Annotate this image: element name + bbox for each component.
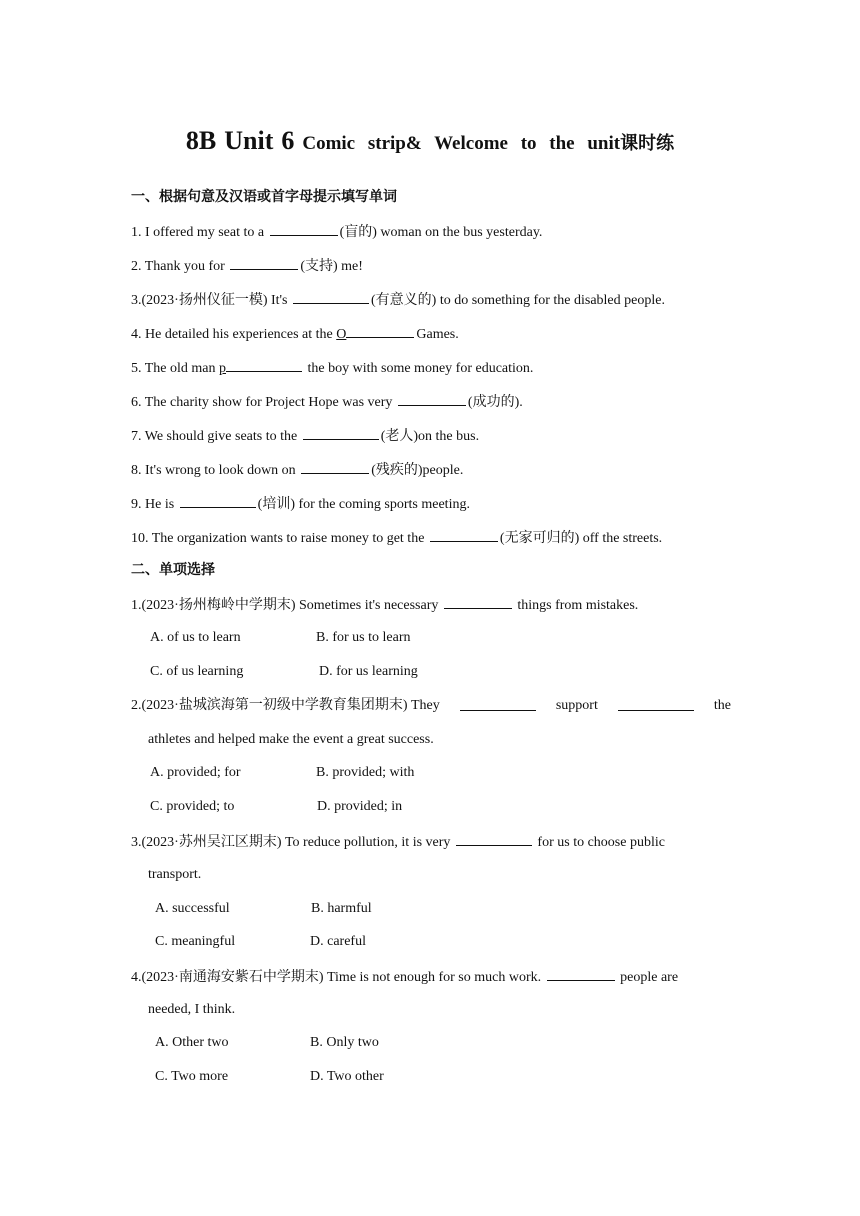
- s1-item-3: [131, 289, 665, 311]
- s1-item-4-pre: 4. He detailed his experiences at the: [131, 327, 337, 342]
- s1-item-5-blank[interactable]: [226, 357, 302, 372]
- s2-q2-blank-2[interactable]: [618, 696, 694, 711]
- s1-item-6-post: (成功的).: [467, 395, 523, 410]
- s2-q4-option-b[interactable]: B. Only two: [310, 1035, 379, 1050]
- s2-q2-part-b: support: [555, 698, 598, 713]
- s1-item-9-pre: 9. He is: [131, 497, 178, 512]
- s2-q4-post: people are: [616, 970, 679, 985]
- s1-item-2-post: (支持) me!: [300, 259, 363, 274]
- s2-q2-stem-line2: athletes and helped make the event a great success.: [148, 732, 434, 747]
- s2-q2-option-a[interactable]: A. provided; for: [150, 765, 241, 780]
- s2-q3-option-a[interactable]: A. successful: [155, 901, 230, 916]
- title-unit-word: Unit: [224, 126, 274, 155]
- s2-q2-stem: [131, 696, 731, 716]
- s1-item-3-blank[interactable]: [293, 289, 369, 304]
- s2-q2-option-c[interactable]: C. provided; to: [150, 799, 235, 814]
- s1-item-4: [131, 323, 459, 345]
- title-suffix: 课时练: [620, 133, 675, 154]
- s1-item-8-post: (残疾的)people.: [371, 463, 464, 478]
- s2-q2-option-d[interactable]: D. provided; in: [317, 799, 403, 814]
- s1-item-6-pre: 6. The charity show for Project Hope was very: [131, 395, 396, 410]
- s1-item-1: [131, 221, 542, 243]
- s2-q2-option-b[interactable]: B. provided; with: [316, 765, 415, 780]
- s1-item-10-blank[interactable]: [430, 527, 498, 542]
- s2-q4-stem-line2: needed, I think.: [148, 1002, 236, 1017]
- s2-q3-option-b[interactable]: B. harmful: [311, 901, 372, 916]
- page-title: [0, 124, 860, 161]
- s1-item-7-pre: 7. We should give seats to the: [131, 429, 301, 444]
- s2-q1-option-d[interactable]: D. for us learning: [319, 664, 418, 679]
- s1-item-6-blank[interactable]: [398, 391, 466, 406]
- s2-q2-part-a: 2.(2023·盐城滨海第一初级中学教育集团期末) They: [131, 698, 440, 713]
- s2-q4-option-c[interactable]: C. Two more: [155, 1069, 229, 1084]
- title-unit-num: 6: [281, 126, 295, 155]
- s2-q3-stem: [131, 831, 665, 853]
- s2-q3-pre: 3.(2023·苏州吴江区期末) To reduce pollution, it is very: [131, 835, 454, 850]
- s2-q4-option-a[interactable]: A. Other two: [155, 1035, 229, 1050]
- s1-item-1-post: (盲的) woman on the bus yesterday.: [339, 225, 543, 240]
- s1-item-10: [131, 527, 662, 549]
- s1-item-2: [131, 255, 363, 277]
- s2-q3-option-c[interactable]: C. meaningful: [155, 934, 236, 949]
- s1-item-9-blank[interactable]: [180, 493, 256, 508]
- s2-q1-post: things from mistakes.: [513, 598, 639, 613]
- s2-q1-stem: [131, 594, 638, 616]
- s1-item-7-blank[interactable]: [303, 425, 379, 440]
- s2-q3-stem-line2: transport.: [148, 867, 202, 882]
- s1-item-4-letter: O: [336, 327, 347, 342]
- s1-item-1-blank[interactable]: [270, 221, 338, 236]
- title-rest: Comic strip& Welcome to the unit: [302, 133, 621, 154]
- s1-item-1-pre: 1. I offered my seat to a: [131, 225, 268, 240]
- s1-item-3-post: (有意义的) to do something for the disabled people.: [371, 293, 665, 308]
- s1-item-4-blank[interactable]: [346, 323, 414, 338]
- s1-item-7-post: (老人)on the bus.: [380, 429, 480, 444]
- s2-q3-blank[interactable]: [456, 831, 532, 846]
- s1-item-2-blank[interactable]: [230, 255, 298, 270]
- s2-q1-option-b[interactable]: B. for us to learn: [316, 630, 411, 645]
- s1-item-10-pre: 10. The organization wants to raise money to get the: [131, 531, 428, 546]
- s1-item-9: [131, 493, 470, 515]
- s2-q2-blank-1[interactable]: [460, 696, 536, 711]
- s1-item-8: [131, 459, 463, 481]
- s2-q2-part-c: the: [713, 698, 731, 713]
- title-grade: 8B: [185, 126, 217, 155]
- s1-item-8-blank[interactable]: [301, 459, 369, 474]
- s1-item-4-post: Games.: [416, 327, 459, 342]
- s1-item-6: [131, 391, 523, 413]
- s2-q4-pre: 4.(2023·南通海安紫石中学期末) Time is not enough for so much work.: [131, 970, 545, 985]
- s2-q4-stem: [131, 966, 678, 988]
- s1-item-5-post: the boy with some money for education.: [304, 361, 534, 376]
- section2-heading: 二、单项选择: [131, 562, 215, 578]
- s1-item-7: [131, 425, 479, 447]
- s1-item-5-pre: 5. The old man: [131, 361, 220, 376]
- s2-q1-blank[interactable]: [444, 594, 512, 609]
- s2-q3-post: for us to choose public: [533, 835, 665, 850]
- s1-item-5-letter: p: [219, 361, 227, 376]
- s1-item-5: [131, 357, 533, 379]
- section1-heading: 一、根据句意及汉语或首字母提示填写单词: [131, 189, 397, 205]
- s2-q4-option-d[interactable]: D. Two other: [310, 1069, 384, 1084]
- s2-q4-blank[interactable]: [547, 966, 615, 981]
- s1-item-2-pre: 2. Thank you for: [131, 259, 229, 274]
- s2-q3-option-d[interactable]: D. careful: [310, 934, 366, 949]
- s1-item-10-post: (无家可归的) off the streets.: [499, 531, 663, 546]
- s1-item-9-post: (培训) for the coming sports meeting.: [257, 497, 470, 512]
- s1-item-3-pre: 3.(2023·扬州仪征一模) It's: [131, 293, 292, 308]
- s2-q1-pre: 1.(2023·扬州梅岭中学期末) Sometimes it's necessary: [131, 598, 442, 613]
- s1-item-8-pre: 8. It's wrong to look down on: [131, 463, 300, 478]
- s2-q1-option-c[interactable]: C. of us learning: [150, 664, 244, 679]
- s2-q1-option-a[interactable]: A. of us to learn: [150, 630, 241, 645]
